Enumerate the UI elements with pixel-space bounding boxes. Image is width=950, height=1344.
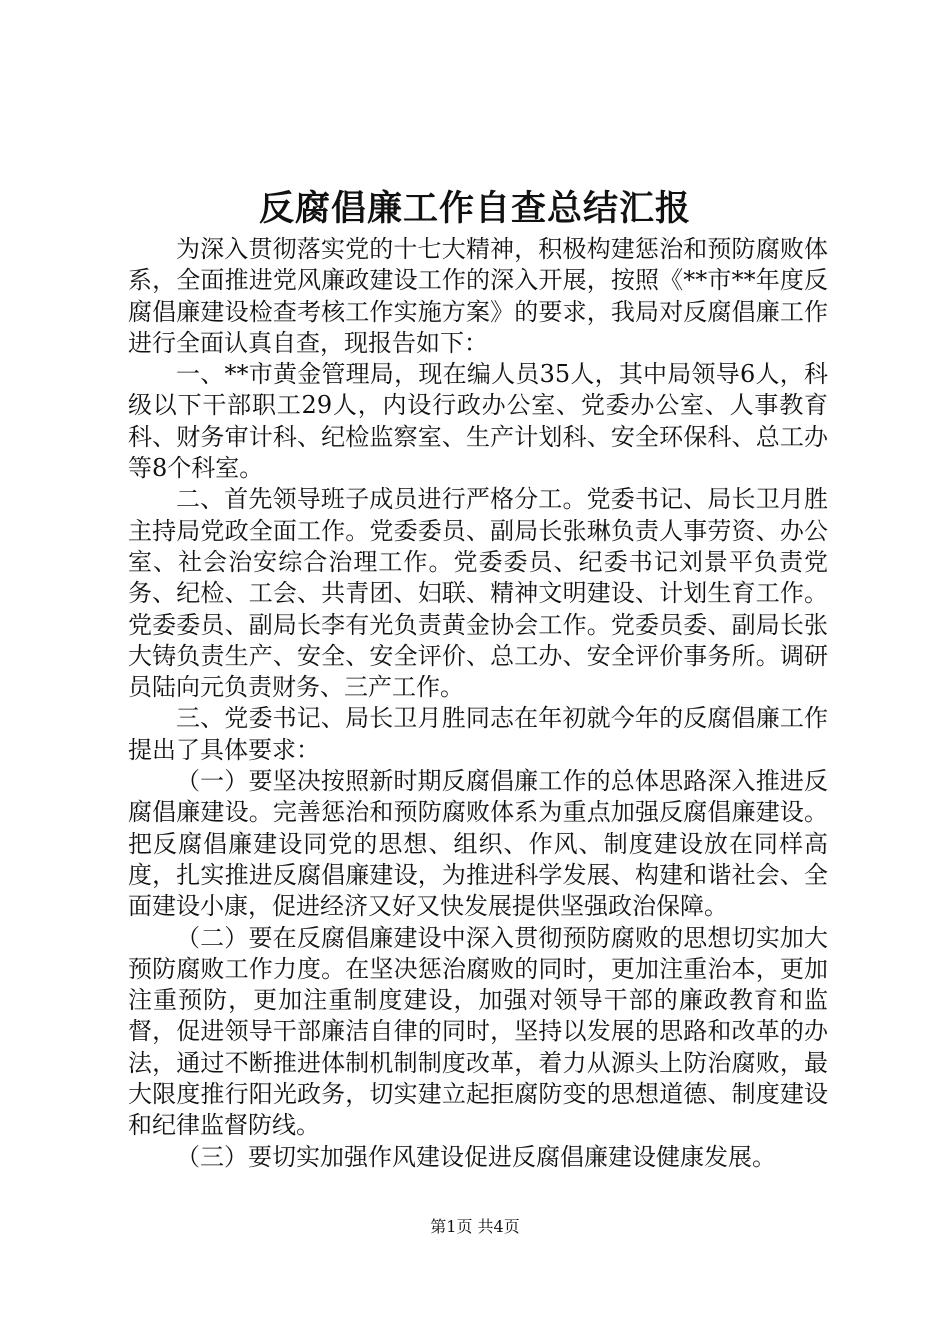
intro-paragraph: 为深入贯彻落实党的十七大精神，积极构建惩治和预防腐败体系，全面推进党风廉政建设工作的深入开展，按照《**市**年度反腐倡廉建设检查考核工作实施方案》的要求，我局对反腐倡廉工作进行全面认真自查，现报告如下： xyxy=(128,235,828,357)
requirement-two-paragraph: （二）要在反腐倡廉建设中深入贯彻预防腐败的思想切实加大预防腐败工作力度。在坚决惩治腐败的同时，更加注重治本，更加注重预防，更加注重制度建设，加强对领导干部的廉政教育和监督，促进领导干部廉洁自律的同时，坚持以发展的思路和改革的办法，通过不断推进体制机制制度改革，着力从源头上防治腐败，最大限度推行阳光政务，切实建立起拒腐防变的思想道德、制度建设和纪律监督防线。 xyxy=(128,923,828,1140)
document-body xyxy=(128,234,828,1173)
page-number-footer: 第1页 共4页 xyxy=(430,1217,520,1236)
section-three-paragraph: 三、党委书记、局长卫月胜同志在年初就今年的反腐倡廉工作提出了具体要求： xyxy=(128,704,828,764)
section-two-paragraph: 二、首先领导班子成员进行严格分工。党委书记、局长卫月胜主持局党政全面工作。党委委员、副局长张琳负责人事劳资、办公室、社会治安综合治理工作。党委委员、纪委书记刘景平负责党务、纪检、工会、共青团、妇联、精神文明建设、计划生育工作。党委委员、副局长李有光负责黄金协会工作。党委员委、副局长张大铸负责生产、安全、安全评价、总工办、安全评价事务所。调研员陆向元负责财务、三产工作。 xyxy=(128,485,828,702)
document-title: 反腐倡廉工作自查总结汇报 xyxy=(258,188,691,229)
requirement-three-paragraph: （三）要切实加强作风建设促进反腐倡廉建设健康发展。 xyxy=(176,1142,776,1171)
section-one-paragraph: 一、**市黄金管理局，现在编人员35人，其中局领导6人，科级以下干部职工29人，内设行政办公室、党委办公室、人事教育科、财务审计科、纪检监察室、生产计划科、安全环保科、总工办等8个科室。 xyxy=(128,360,828,483)
requirement-one-paragraph: （一）要坚决按照新时期反腐倡廉工作的总体思路深入推进反腐倡廉建设。完善惩治和预防腐败体系为重点加强反腐倡廉建设。把反腐倡廉建设同党的思想、组织、作风、制度建设放在同样高度，扎实推进反腐倡廉建设，为推进科学发展、构建和谐社会、全面建设小康，促进经济又好又快发展提供坚强政治保障。 xyxy=(128,767,828,921)
